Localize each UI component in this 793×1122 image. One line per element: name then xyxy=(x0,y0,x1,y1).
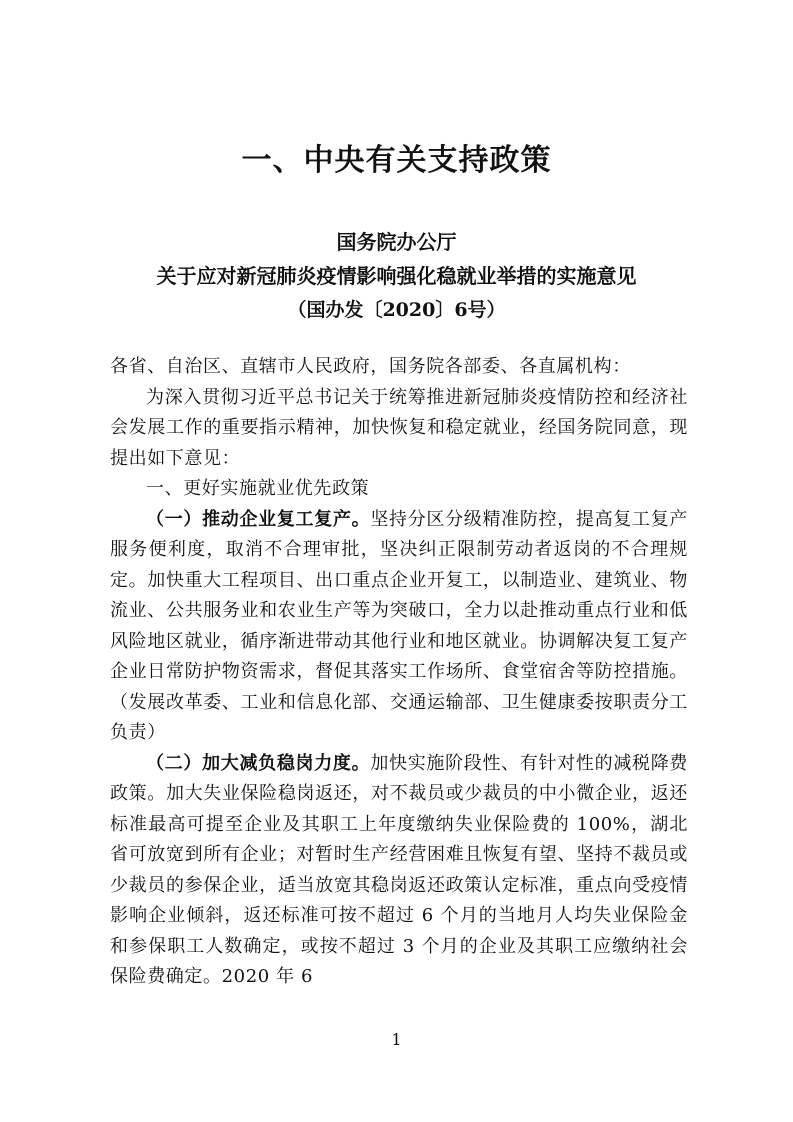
document-issuer: 国务院办公厅 xyxy=(336,230,457,254)
salutation: 各省、自治区、直辖市人民政府，国务院各部委、各直属机构： xyxy=(110,356,631,377)
document-title: 关于应对新冠肺炎疫情影响强化稳就业举措的实施意见 xyxy=(156,264,637,288)
intro-paragraph: 为深入贯彻习近平总书记关于统筹推进新冠肺炎疫情防控和经济社会发展工作的重要指示精神，加快恢复和稳定就业，经国务院同意，现提出如下意见： xyxy=(110,386,688,469)
section-title: 一、中央有关支持政策 xyxy=(241,143,552,178)
item-2-text: 加快实施阶段性、有针对性的减税降费政策。加大失业保险稳岗返还，对不裁员或少裁员的中小微企业，返还标准最高可提至企业及其职工上年度缴纳失业保险费的 100%，湖北省可放宽到所有企业；对暂时生产经营困难且恢复有望、坚持不裁员或少裁员的参保企业，适当放宽其稳岗返还政策认定标准，重点向受疫情影响企业倾斜，返还标准可按不超过 6 个月的当地月人均失业保险金和参保职工人数确定，或按不超过 3 个月的企业及其职工应缴纳社会保险费确定。2020 年 6 xyxy=(110,752,688,987)
item-1-text: 坚持分区分级精准防控，提高复工复产服务便利度，取消不合理审批，坚决纠正限制劳动者返岗的不合理规定。加快重大工程项目、出口重点企业开复工，以制造业、建筑业、物流业、公共服务业和农业生产等为突破口，全力以赴推动重点行业和低风险地区就业，循序渐进带动其他行业和地区就业。协调解决复工复产企业日常防护物资需求，督促其落实工作场所、食堂宿舍等防控措施。（发展改革委、工业和信息化部、交通运输部、卫生健康委按职责分工负责） xyxy=(110,508,688,743)
item-2-lead: （二）加大减负稳岗力度。 xyxy=(146,752,371,774)
page-number: 1 xyxy=(391,1030,402,1049)
heading-1: 一、更好实施就业优先政策 xyxy=(146,478,370,499)
document-body xyxy=(110,352,688,993)
document-number: （国办发〔2020〕6号） xyxy=(287,299,506,321)
item-1-paragraph xyxy=(110,505,688,749)
item-2-paragraph xyxy=(110,749,688,993)
item-1-lead: （一）推动企业复工复产。 xyxy=(146,508,371,530)
